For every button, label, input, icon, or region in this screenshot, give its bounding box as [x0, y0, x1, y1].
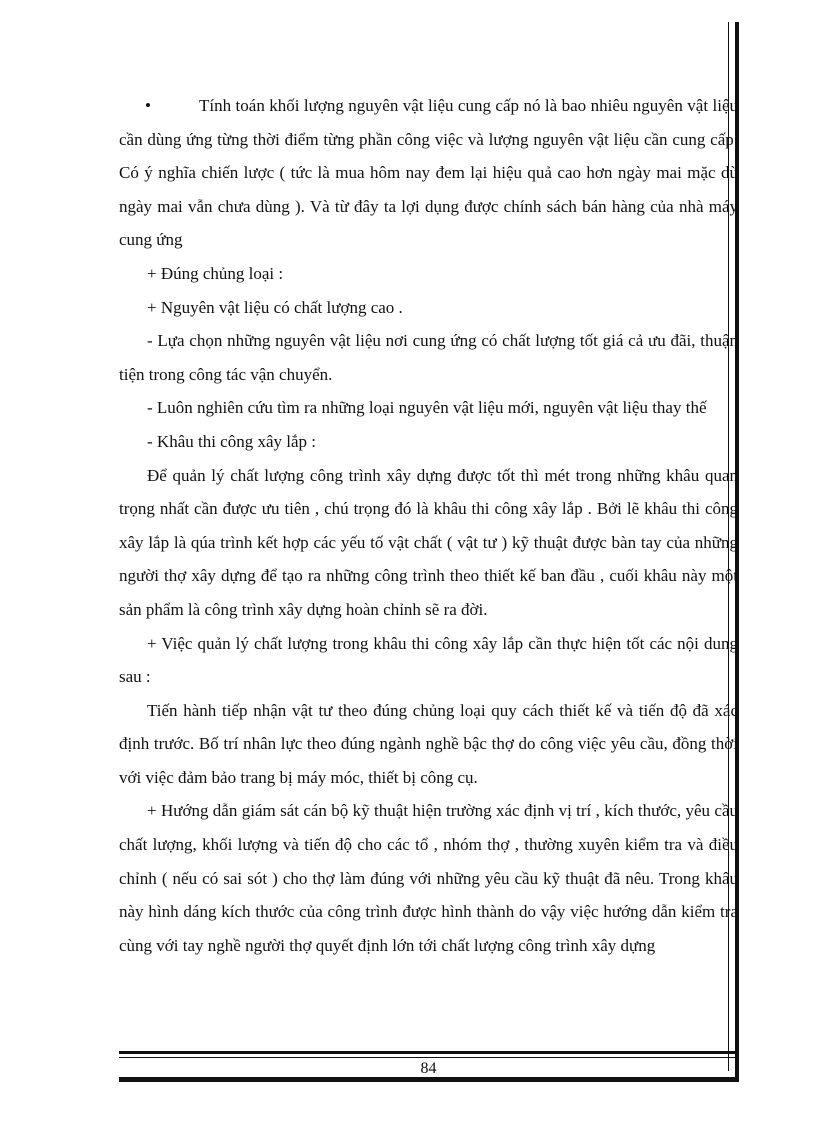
list-item-management-content: + Việc quản lý chất lượng trong khâu thi công xây lắp cần thực hiện tốt các nội dung sau :	[119, 633, 738, 687]
paragraph-text: Tính toán khối lượng nguyên vật liệu cung cấp nó là bao nhiêu nguyên vật liệu cần dùng ứng từng thời điểm từng phần công việc và lượng nguyên vật liệu cần cung cấp. Có ý nghĩa chiến lược ( tức là mua hôm nay đem lại hiệu quả cao hơn ngày mai mặc dù ngày mai vẫn chưa dùng ). Và từ đây ta lợi dụng được chính sách bán hàng của nhà máy cung ứng	[119, 96, 738, 250]
bullet-icon: •	[145, 96, 151, 115]
page-number: 84	[420, 1060, 437, 1077]
bullet-paragraph	[119, 89, 738, 257]
paragraph-receive-materials: Tiến hành tiếp nhận vật tư theo đúng chủng loại quy cách thiết kế và tiến độ đã xác định trước. Bố trí nhân lực theo đúng ngành nghề bậc thợ do công việc yêu cầu, đồng thời với việc đảm bảo trang bị máy móc, thiết bị công cụ.	[119, 700, 738, 787]
list-item-supervision: + Hướng dẫn giám sát cán bộ kỹ thuật hiện trường xác định vị trí , kích thước, yêu cầu chất lượng, khối lượng và tiến độ cho các tổ , nhóm thợ , thường xuyên kiểm tra và điều chỉnh ( nếu có sai sót ) cho thợ làm đúng với những yêu cầu kỹ thuật đã nêu. Trong khâu này hình dáng kích thước của công trình được hình thành do vậy việc hướng dẫn kiểm tra cùng với tay nghề người thợ quyết định lớn tới chất lượng công trình xây dựng	[119, 801, 738, 955]
document-body	[119, 89, 738, 962]
footer-rule-thick	[119, 1051, 738, 1054]
list-item-research-materials: - Luôn nghiên cứu tìm ra những loại nguyên vật liệu mới, nguyên vật liệu thay thế	[147, 398, 707, 418]
list-item-correct-type: + Đúng chủng loại :	[147, 263, 284, 283]
paragraph-quality-management: Để quản lý chất lượng công trình xây dựng được tốt thì mét trong những khâu quan trọng nhất cần được ưu tiên , chú trọng đó là khâu thi công xây lắp . Bởi lẽ khâu thi công xây lắp là qúa trình kết hợp các yếu tố vật chất ( vật tư ) kỹ thuật được bàn tay của những người thợ xây dựng để tạo ra những công trình theo thiết kế ban đầu , cuối khâu này một sản phẩm là công trình xây dựng hoàn chỉnh sẽ ra đời.	[119, 465, 738, 619]
section-heading-construction: - Khâu thi công xây lắp :	[147, 431, 317, 451]
list-item-select-materials: - Lựa chọn những nguyên vật liệu nơi cung ứng có chất lượng tốt giá cả ưu đãi, thuận tiện trong công tác vận chuyển.	[119, 331, 738, 384]
list-item-high-quality: + Nguyên vật liệu có chất lượng cao .	[147, 297, 403, 317]
